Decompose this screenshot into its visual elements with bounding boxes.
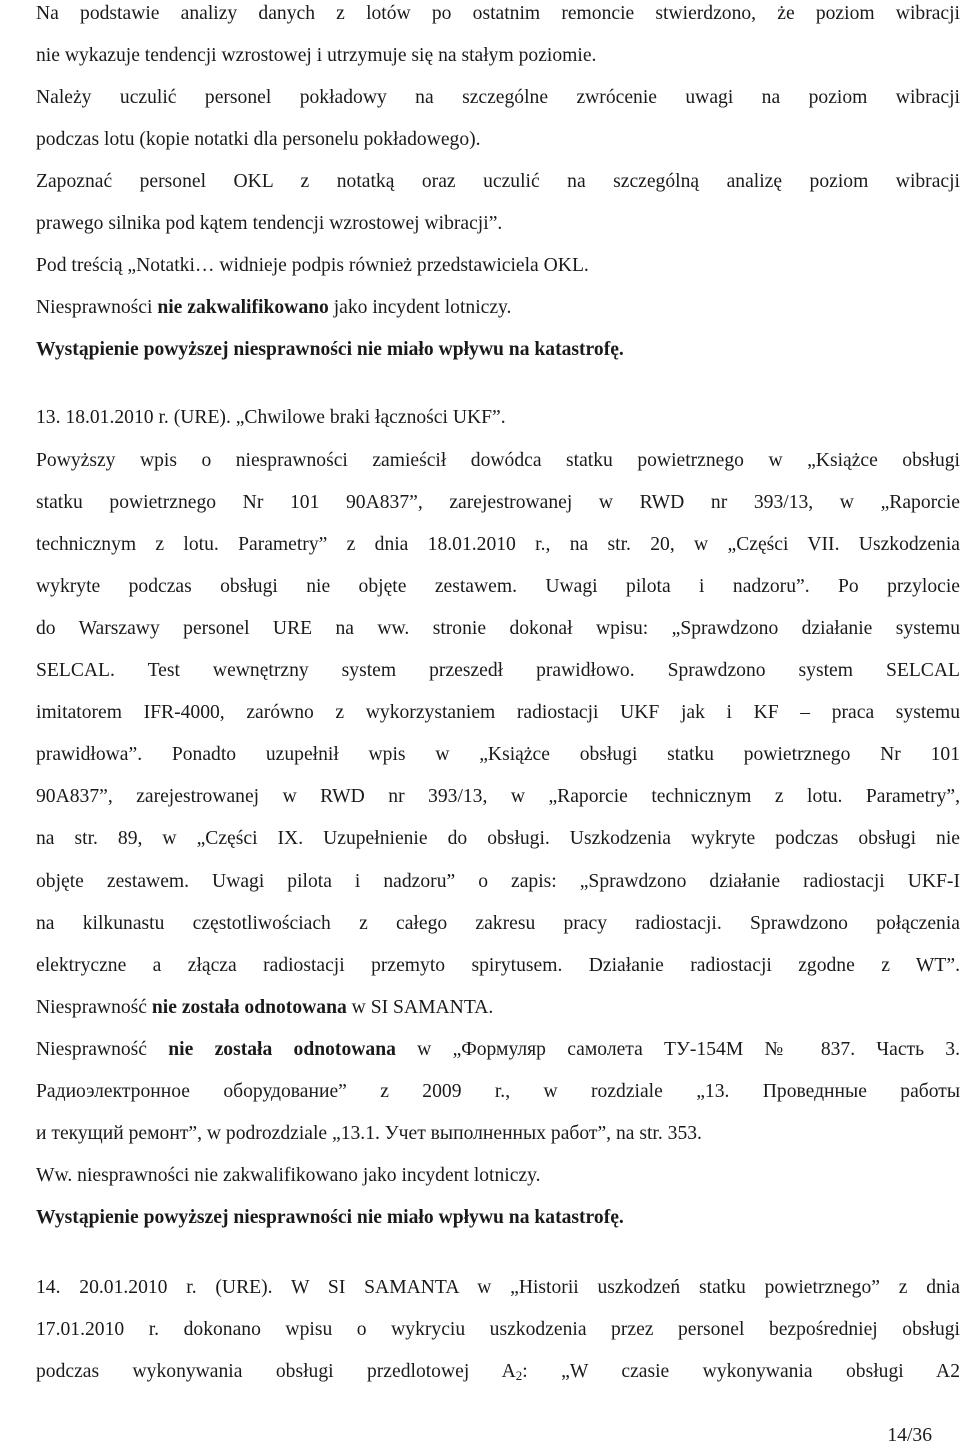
text-segment: objęte zestawem. Uwagi pilota i nadzoru” o zapis: „Sprawdzono działanie radiostacji UKF-I xyxy=(36,871,960,892)
text-line xyxy=(36,406,506,430)
text-segment: Na podstawie analizy danych z lotów po ostatnim remoncie stwierdzono, że poziom wibracji xyxy=(36,3,960,24)
subscript-text: 2 xyxy=(515,1368,523,1383)
text-line xyxy=(36,659,960,683)
text-segment: Należy uczulić personel pokładowy na szczególne zwrócenie uwagi na poziom wibracji xyxy=(36,87,960,108)
text-segment: nie wykazuje tendencji wzrostowej i utrzymuje się na stałym poziomie. xyxy=(36,45,597,66)
text-line xyxy=(36,1164,541,1188)
bold-text: nie została odnotowana xyxy=(151,997,347,1018)
text-line xyxy=(36,2,960,26)
text-line xyxy=(36,44,596,68)
text-segment: Niesprawność xyxy=(36,1039,169,1060)
text-line xyxy=(36,491,960,515)
text-segment: elektryczne a złącza radiostacji przemyto spirytusem. Działanie radiostacji zgodne z WT”. xyxy=(36,955,960,976)
text-segment: 13. 18.01.2010 r. (URE). „Chwilowe braki łączności UKF”. xyxy=(36,407,506,428)
text-line xyxy=(36,449,960,473)
text-segment: 90A837”, zarejestrowanej w RWD nr 393/13, w „Raporcie technicznym z lotu. Parametry”, xyxy=(36,786,960,807)
text-line xyxy=(36,785,960,809)
text-line xyxy=(36,996,493,1020)
text-segment: podczas wykonywania obsługi przedlotowej A xyxy=(36,1361,516,1382)
text-line xyxy=(36,1122,702,1146)
text-line xyxy=(36,1318,960,1342)
text-line xyxy=(36,533,960,557)
text-line xyxy=(36,296,511,320)
text-segment: 14. 20.01.2010 r. (URE). W SI SAMANTA w „Historii uszkodzeń statku powietrznego” z dnia xyxy=(36,1277,960,1298)
text-line xyxy=(36,338,624,362)
text-line xyxy=(36,86,960,110)
bold-text: Wystąpienie powyższej niesprawności nie miało wpływu na katastrofę. xyxy=(36,339,624,360)
text-line xyxy=(36,827,960,851)
text-segment: Niesprawności xyxy=(36,297,158,318)
text-segment: w „Формуляр самолета ТУ-154М № 837. Часть 3. xyxy=(395,1039,960,1060)
text-segment: Радиоэлектронное оборудование” z 2009 r., w rozdziale „13. Проведнные работы xyxy=(36,1081,960,1102)
text-line xyxy=(36,1206,624,1230)
text-segment: na kilkunastu częstotliwościach z całego zakresu pracy radiostacji. Sprawdzono połączenia xyxy=(36,913,960,934)
text-segment: Ww. niesprawności nie zakwalifikowano jako incydent lotniczy. xyxy=(36,1165,541,1186)
text-segment: 17.01.2010 r. dokonano wpisu o wykryciu uszkodzenia przez personel bezpośredniej obsługi xyxy=(36,1319,960,1340)
text-segment: Pod treścią „Notatki… widnieje podpis również przedstawiciela OKL. xyxy=(36,255,589,276)
text-line xyxy=(36,1080,960,1104)
text-line xyxy=(36,701,960,725)
text-segment: и текущий ремонт”, w podrozdziale „13.1. Учет выполненных работ”, na str. 353. xyxy=(36,1123,702,1144)
text-line xyxy=(36,1038,960,1062)
text-line xyxy=(36,743,960,767)
page-number: 14/36 xyxy=(887,1425,932,1446)
text-segment: : „W czasie wykonywania obsługi A2 xyxy=(522,1361,960,1382)
text-segment: SELCAL. Test wewnętrzny system przeszedł prawidłowo. Sprawdzono system SELCAL xyxy=(36,660,960,681)
text-line xyxy=(36,212,502,236)
text-segment: technicznym z lotu. Parametry” z dnia 18.01.2010 r., na str. 20, w „Części VII. Uszkodzenia xyxy=(36,534,960,555)
bold-text: nie została odnotowana xyxy=(168,1039,396,1060)
text-line xyxy=(36,1360,960,1384)
text-segment: na str. 89, w „Części IX. Uzupełnienie do obsługi. Uszkodzenia wykryte podczas obsługi nie xyxy=(36,828,960,849)
text-segment: imitatorem IFR-4000, zarówno z wykorzystaniem radiostacji UKF jak i KF – praca systemu xyxy=(36,702,960,723)
text-segment: Zapoznać personel OKL z notatką oraz uczulić na szczególną analizę poziom wibracji xyxy=(36,171,960,192)
text-segment: podczas lotu (kopie notatki dla personelu pokładowego). xyxy=(36,129,481,150)
text-segment: prawego silnika pod kątem tendencji wzrostowej wibracji”. xyxy=(36,213,503,234)
bold-text: Wystąpienie powyższej niesprawności nie miało wpływu na katastrofę. xyxy=(36,1207,624,1228)
text-line xyxy=(36,254,589,278)
bold-text: nie zakwalifikowano xyxy=(157,297,329,318)
text-line xyxy=(36,870,960,894)
text-segment: jako incydent lotniczy. xyxy=(328,297,512,318)
text-segment: prawidłowa”. Ponadto uzupełnił wpis w „Książce obsługi statku powietrznego Nr 101 xyxy=(36,744,960,765)
text-line xyxy=(36,575,960,599)
text-segment: statku powietrznego Nr 101 90A837”, zarejestrowanej w RWD nr 393/13, w „Raporcie xyxy=(36,492,960,513)
text-segment: Powyższy wpis o niesprawności zamieścił dowódca statku powietrznego w „Książce obsługi xyxy=(36,450,960,471)
text-line xyxy=(36,954,960,978)
text-segment: do Warszawy personel URE na ww. stronie dokonał wpisu: „Sprawdzono działanie systemu xyxy=(36,618,960,639)
text-line xyxy=(36,912,960,936)
text-segment: Niesprawność xyxy=(36,997,152,1018)
text-segment: wykryte podczas obsługi nie objęte zestawem. Uwagi pilota i nadzoru”. Po przylocie xyxy=(36,576,960,597)
text-line xyxy=(36,170,960,194)
text-line xyxy=(36,617,960,641)
text-segment: w SI SAMANTA. xyxy=(346,997,494,1018)
text-line xyxy=(36,1276,960,1300)
text-line xyxy=(36,128,481,152)
